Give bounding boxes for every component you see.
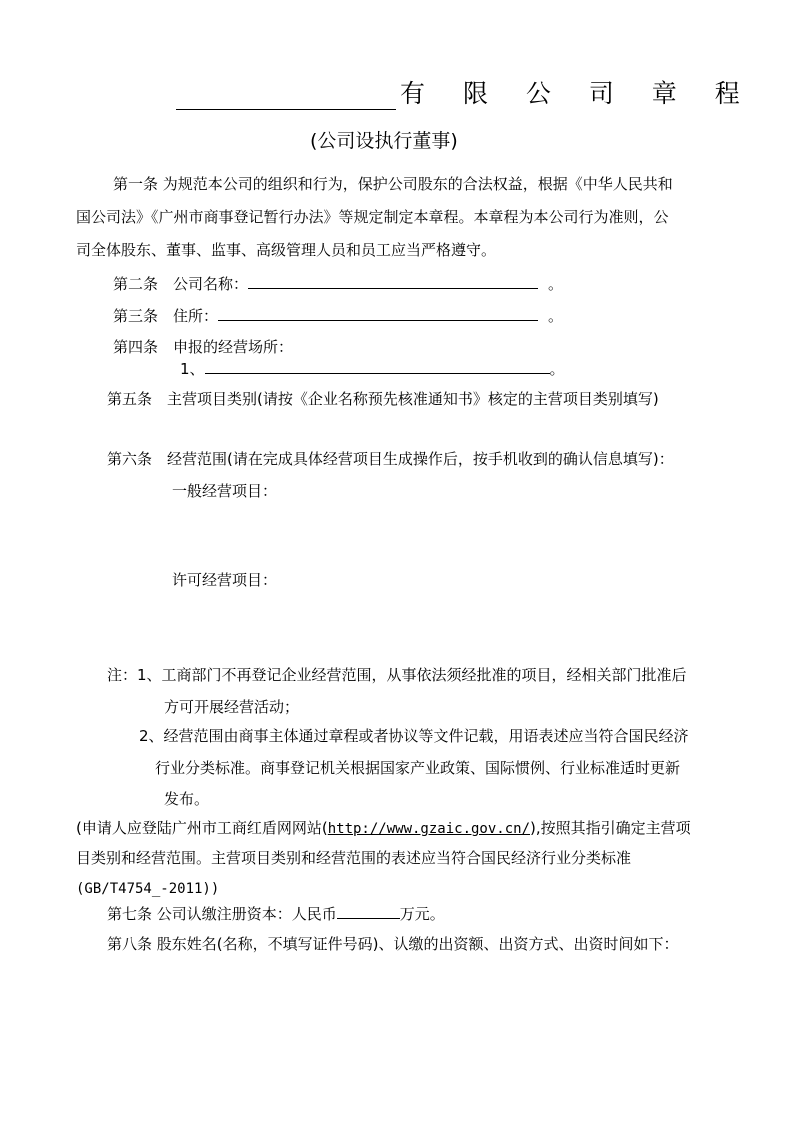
applicant-line1 [76,818,691,839]
note2-line1: 2、经营范围由商事主体通过章程或者协议等文件记载，用语表述应当符合国民经济 [139,727,689,745]
gzaic-link[interactable]: http://www.gzaic.gov.cn/ [327,821,531,837]
article2 [113,273,563,294]
company-name-blank[interactable] [176,83,396,110]
company-name-field[interactable] [248,273,538,289]
note1-line1: 注：1、工商部门不再登记企业经营范围，从事依法须经批准的项目，经相关部门批准后 [107,666,687,684]
note1-line2: 方可开展经营活动； [164,698,300,716]
article4-end: 。 [549,360,565,378]
document-title [176,74,755,110]
applicant-line3: (GB/T4754_-2011)) [76,881,220,897]
article4-item-number: 1、 [180,360,205,378]
article7-label: 第七条 公司认缴注册资本：人民币 [107,905,337,923]
article1-line1: 第一条 为规范本公司的组织和行为，保护公司股东的合法权益，根据《中华人民共和 [113,175,673,193]
general-business-items: 一般经营项目： [172,482,278,500]
article4-label: 第四条 申报的经营场所： [113,338,294,356]
business-premises-field[interactable] [205,358,550,374]
article8: 第八条 股东姓名(名称，不填写证件号码)、认缴的出资额、出资方式、出资时间如下： [107,935,679,953]
article7-unit: 万元。 [399,905,445,923]
article1-line2: 国公司法》《广州市商事登记暂行办法》等规定制定本章程。本章程为本公司行为准则，公 [76,208,669,226]
article2-end: 。 [548,275,564,293]
article3-end: 。 [548,307,564,325]
article3 [113,305,563,326]
note2-line2: 行业分类标准。商事登记机关根据国家产业政策、国际惯例、行业标准适时更新 [155,759,681,777]
registered-capital-field[interactable] [337,903,400,919]
document-subtitle: (公司设执行董事) [310,130,458,152]
article7 [107,903,445,924]
address-field[interactable] [218,305,538,321]
article2-label: 第二条 公司名称： [113,275,249,293]
applicant-line1-b: ),按照其指引确定主营项 [530,819,691,837]
title-text: 有 限 公 司 章 程 [400,79,755,108]
licensed-business-items: 许可经营项目： [172,571,278,589]
note2-line3: 发布。 [164,790,210,808]
article4-item [180,358,565,379]
applicant-line1-a: (申请人应登陆广州市工商红盾网网站( [76,819,328,837]
applicant-line2: 目类别和经营范围。主营项目类别和经营范围的表述应当符合国民经济行业分类标准 [76,849,632,867]
article3-label: 第三条 住所： [113,307,219,325]
article6: 第六条 经营范围(请在完成具体经营项目生成操作后，按手机收到的确认信息填写)： [107,450,674,468]
article5: 第五条 主营项目类别(请按《企业名称预先核准通知书》核定的主营项目类别填写) [107,390,659,408]
article1-line3: 司全体股东、董事、监事、高级管理人员和员工应当严格遵守。 [76,241,497,259]
